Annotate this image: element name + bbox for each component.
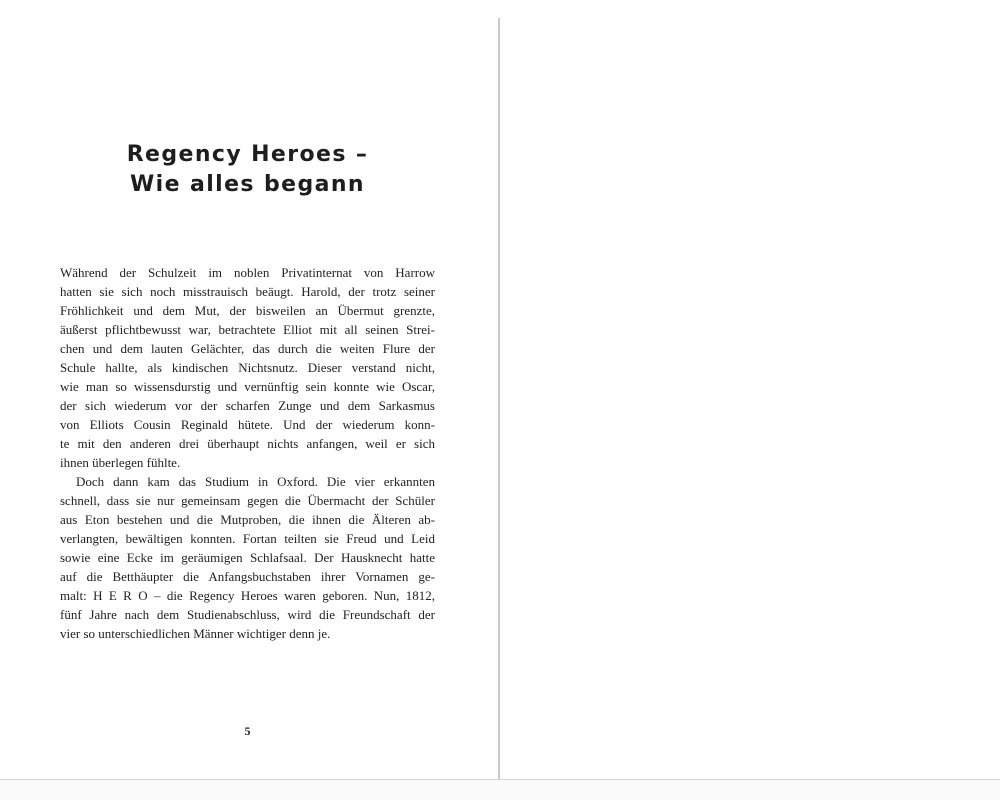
text-line: chen und dem lauten Gelächter, das durch die weiten Flure der (60, 341, 435, 356)
text-line: von Elliots Cousin Reginald hütete. Und der wiederum konn- (60, 417, 435, 432)
body-text (60, 263, 435, 643)
left-page (0, 0, 499, 780)
text-line: vier so unterschiedlichen Männer wichtiger denn je. (60, 626, 331, 641)
chapter-title-line-1: Regency Heroes – (126, 142, 369, 167)
text-line: Doch dann kam das Studium in Oxford. Die vier erkannten (76, 474, 435, 489)
text-line: sowie eine Ecke im geräumigen Schlafsaal. Der Hausknecht hatte (60, 550, 435, 565)
page-gutter (498, 18, 500, 780)
text-line: Fröhlichkeit und dem Mut, der bisweilen an Übermut grenzte, (60, 303, 435, 318)
text-line: malt: H E R O – die Regency Heroes waren geboren. Nun, 1812, (60, 588, 435, 603)
text-line: hatten sie sich noch misstrauisch beäugt. Harold, der trotz seiner (60, 284, 435, 299)
text-line: auf die Betthäupter die Anfangsbuchstaben ihrer Vornamen ge- (60, 569, 435, 584)
text-line: te mit den anderen drei überhaupt nichts anfangen, weil er sich (60, 436, 435, 451)
text-line: Schule hallte, als kindischen Nichtsnutz. Dieser verstand nicht, (60, 360, 435, 375)
right-page (501, 0, 1000, 780)
paragraph-1 (60, 263, 435, 472)
text-line: aus Eton bestehen und die Mutproben, die ihnen die Älteren ab- (60, 512, 435, 527)
chapter-title (60, 140, 435, 200)
bottom-strip (0, 780, 1000, 800)
text-line: schnell, dass sie nur gemeinsam gegen die Übermacht der Schüler (60, 493, 435, 508)
page-number: 5 (244, 724, 251, 738)
text-line: fünf Jahre nach dem Studienabschluss, wird die Freundschaft der (60, 607, 435, 622)
text-line: verlangten, bewältigen konnten. Fortan teilten sie Freud und Leid (60, 531, 435, 546)
text-line: wie man so wissensdurstig und vernünftig sein konnte wie Oscar, (60, 379, 435, 394)
chapter-title-line-2: Wie alles begann (130, 172, 365, 197)
text-line: ihnen überlegen fühlte. (60, 455, 181, 470)
text-line: Während der Schulzeit im noblen Privatinternat von Harrow (60, 265, 435, 280)
text-line: der sich wiederum vor der scharfen Zunge und dem Sarkasmus (60, 398, 435, 413)
paragraph-2 (60, 472, 435, 643)
text-line: äußerst pflichtbewusst war, betrachtete Elliot mit all seinen Strei- (60, 322, 435, 337)
